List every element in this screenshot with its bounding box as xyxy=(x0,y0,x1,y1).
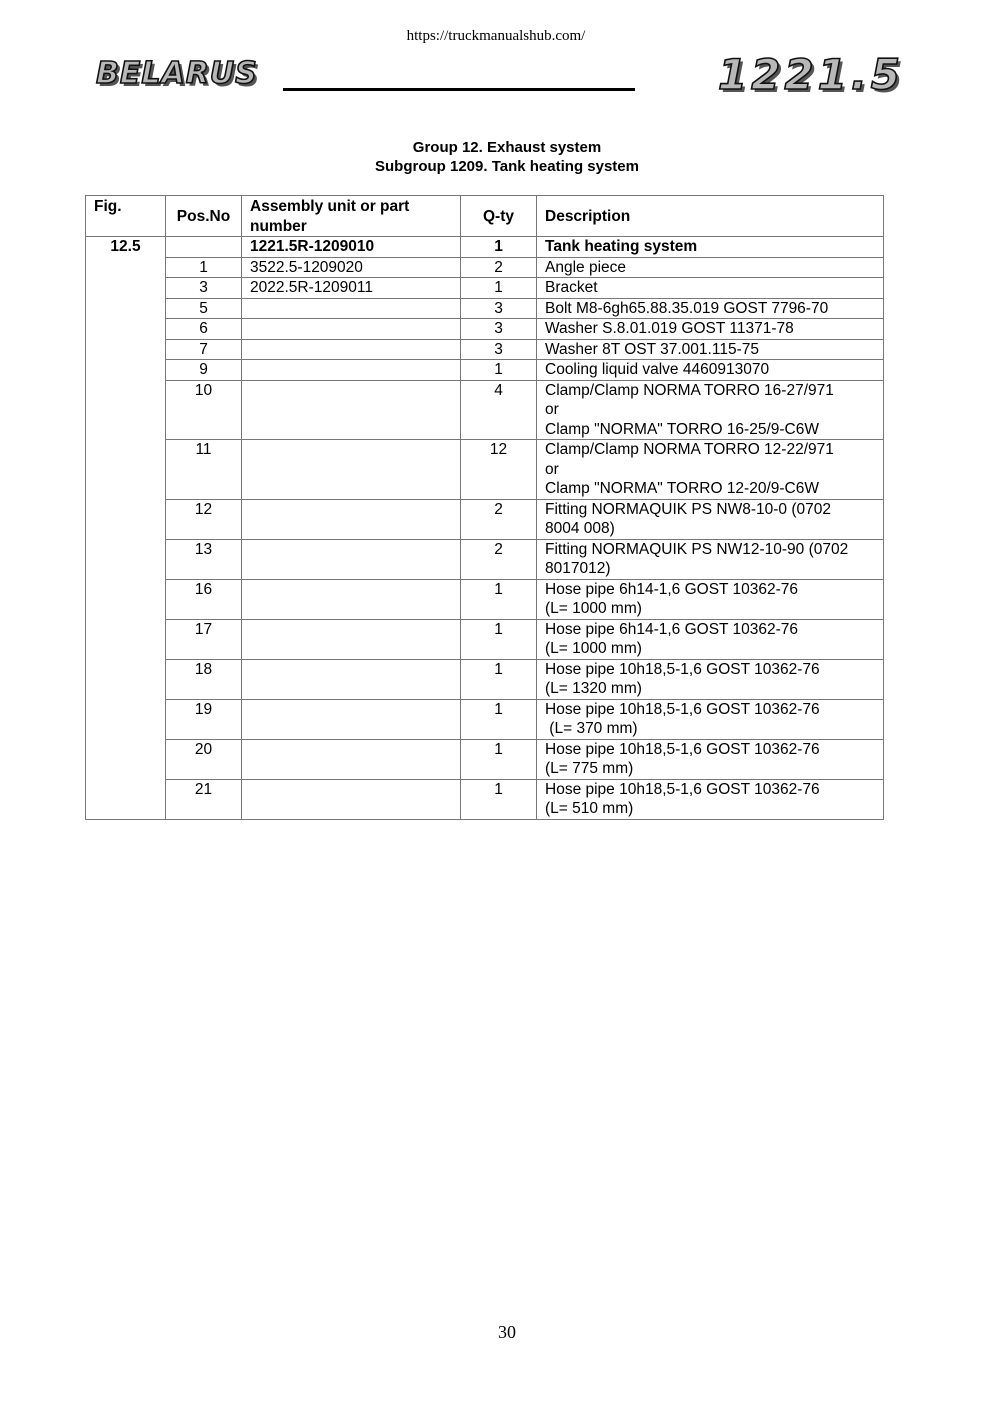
description-cell xyxy=(537,278,884,299)
pos-cell: 16 xyxy=(166,579,242,619)
description-cell xyxy=(537,440,884,500)
part-number-cell: 1221.5R-1209010 xyxy=(242,237,461,258)
description-line: Fitting NORMAQUIK PS NW12-10-90 (0702 xyxy=(545,540,849,558)
part-number-cell xyxy=(242,440,461,500)
description-line: or xyxy=(545,401,559,418)
part-number-cell: 3522.5-1209020 xyxy=(242,257,461,278)
description-line: Hose pipe 10h18,5-1,6 GOST 10362-76 xyxy=(545,700,820,718)
part-number-cell xyxy=(242,298,461,319)
description-line: Cooling liquid valve 4460913070 xyxy=(545,361,770,378)
description-cell xyxy=(537,779,884,819)
pos-cell: 7 xyxy=(166,339,242,360)
table-row xyxy=(86,739,884,779)
part-number-cell xyxy=(242,539,461,579)
qty-cell: 3 xyxy=(461,298,537,319)
subgroup-title: Subgroup 1209. Tank heating system xyxy=(375,158,639,175)
part-number-cell xyxy=(242,779,461,819)
pos-cell: 21 xyxy=(166,779,242,819)
table-row xyxy=(86,298,884,319)
qty-cell: 2 xyxy=(461,499,537,539)
qty-cell: 1 xyxy=(461,779,537,819)
description-line: 8017012) xyxy=(545,560,611,577)
description-cell xyxy=(537,319,884,340)
table-row xyxy=(86,619,884,659)
description-line: or xyxy=(545,460,559,478)
description-line: Clamp/Clamp NORMA TORRO 16-27/971 xyxy=(545,381,834,399)
description-line: Clamp "NORMA" TORRO 12-20/9-C6W xyxy=(545,480,819,497)
table-row xyxy=(86,539,884,579)
header-rule xyxy=(283,88,635,91)
assembly-row xyxy=(86,237,884,258)
table-row xyxy=(86,278,884,299)
part-number-cell xyxy=(242,380,461,440)
pos-cell: 6 xyxy=(166,319,242,340)
source-url: https://truckmanualshub.com/ xyxy=(406,28,586,44)
column-header-pos: Pos.No xyxy=(166,196,242,237)
description-line: Angle piece xyxy=(545,258,627,276)
description-line: Hose pipe 6h14-1,6 GOST 10362-76 xyxy=(545,620,799,638)
description-line: 8004 008) xyxy=(545,520,615,537)
pos-cell: 20 xyxy=(166,739,242,779)
qty-cell: 1 xyxy=(461,237,537,258)
pos-cell: 13 xyxy=(166,539,242,579)
description-cell: Tank heating system xyxy=(537,237,884,258)
qty-cell: 1 xyxy=(461,699,537,739)
table-row xyxy=(86,360,884,381)
qty-cell: 3 xyxy=(461,339,537,360)
pos-cell: 11 xyxy=(166,440,242,500)
part-number-cell xyxy=(242,619,461,659)
description-line: Hose pipe 10h18,5-1,6 GOST 10362-76 xyxy=(545,740,820,758)
part-number-cell xyxy=(242,659,461,699)
column-header-part: Assembly unit or part number xyxy=(242,196,461,237)
parts-table xyxy=(85,195,884,820)
description-line: Bolt M8-6gh65.88.35.019 GOST 7796-70 xyxy=(545,299,829,317)
description-line: (L= 775 mm) xyxy=(545,760,634,777)
description-cell xyxy=(537,257,884,278)
description-cell xyxy=(537,579,884,619)
column-header-description: Description xyxy=(537,196,884,237)
table-row xyxy=(86,699,884,739)
part-number-cell xyxy=(242,739,461,779)
table-row xyxy=(86,257,884,278)
description-line: Clamp/Clamp NORMA TORRO 12-22/971 xyxy=(545,441,834,458)
description-line: Bracket xyxy=(545,279,598,296)
table-row xyxy=(86,779,884,819)
qty-cell: 2 xyxy=(461,539,537,579)
brand-logo: BELARUS xyxy=(96,56,258,91)
table-row xyxy=(86,339,884,360)
table-row xyxy=(86,579,884,619)
document-header xyxy=(96,52,908,100)
part-number-cell xyxy=(242,360,461,381)
description-cell xyxy=(537,699,884,739)
fig-cell: 12.5 xyxy=(86,237,166,820)
pos-cell: 17 xyxy=(166,619,242,659)
description-line: Hose pipe 6h14-1,6 GOST 10362-76 xyxy=(545,580,799,598)
qty-cell: 4 xyxy=(461,380,537,440)
description-cell xyxy=(537,360,884,381)
description-line: (L= 1000 mm) xyxy=(545,600,642,617)
part-number-cell: 2022.5R-1209011 xyxy=(242,278,461,299)
pos-cell: 19 xyxy=(166,699,242,739)
pos-cell: 9 xyxy=(166,360,242,381)
pos-cell: 10 xyxy=(166,380,242,440)
part-number-cell xyxy=(242,339,461,360)
table-header-row xyxy=(86,196,884,237)
description-cell xyxy=(537,499,884,539)
table-row xyxy=(86,499,884,539)
description-cell xyxy=(537,619,884,659)
qty-cell: 2 xyxy=(461,257,537,278)
table-row xyxy=(86,319,884,340)
pos-cell: 5 xyxy=(166,298,242,319)
qty-cell: 1 xyxy=(461,739,537,779)
part-number-cell xyxy=(242,699,461,739)
page-number: 30 xyxy=(498,1322,516,1342)
table-row xyxy=(86,380,884,440)
description-line: Hose pipe 10h18,5-1,6 GOST 10362-76 xyxy=(545,780,820,798)
part-number-cell xyxy=(242,319,461,340)
description-line: (L= 510 mm) xyxy=(545,800,634,817)
description-cell xyxy=(537,298,884,319)
part-number-cell xyxy=(242,499,461,539)
qty-cell: 3 xyxy=(461,319,537,340)
description-line: Fitting NORMAQUIK PS NW8-10-0 (0702 xyxy=(545,500,831,518)
pos-cell: 1 xyxy=(166,257,242,278)
description-line: Hose pipe 10h18,5-1,6 GOST 10362-76 xyxy=(545,660,820,678)
pos-cell: 12 xyxy=(166,499,242,539)
description-line: Clamp "NORMA" TORRO 16-25/9-C6W xyxy=(545,420,819,438)
group-title: Group 12. Exhaust system xyxy=(412,139,602,156)
pos-cell: 3 xyxy=(166,278,242,299)
description-line: (L= 1320 mm) xyxy=(545,680,642,697)
qty-cell: 1 xyxy=(461,278,537,299)
description-line: (L= 370 mm) xyxy=(545,720,638,737)
pos-cell: 18 xyxy=(166,659,242,699)
description-cell xyxy=(537,739,884,779)
description-cell xyxy=(537,659,884,699)
description-cell xyxy=(537,380,884,440)
description-line: Washer S.8.01.019 GOST 11371-78 xyxy=(545,320,794,337)
table-row xyxy=(86,440,884,500)
qty-cell: 1 xyxy=(461,579,537,619)
part-number-cell xyxy=(242,579,461,619)
pos-cell xyxy=(166,237,242,258)
description-line: Washer 8T OST 37.001.115-75 xyxy=(545,340,759,358)
qty-cell: 1 xyxy=(461,360,537,381)
section-titles xyxy=(0,138,992,176)
column-header-fig: Fig. xyxy=(86,196,166,237)
qty-cell: 12 xyxy=(461,440,537,500)
table-row xyxy=(86,659,884,699)
description-cell xyxy=(537,539,884,579)
description-line: (L= 1000 mm) xyxy=(545,640,642,657)
model-logo: 1221.5 xyxy=(717,50,904,99)
column-header-qty: Q-ty xyxy=(461,196,537,237)
qty-cell: 1 xyxy=(461,619,537,659)
description-cell xyxy=(537,339,884,360)
qty-cell: 1 xyxy=(461,659,537,699)
